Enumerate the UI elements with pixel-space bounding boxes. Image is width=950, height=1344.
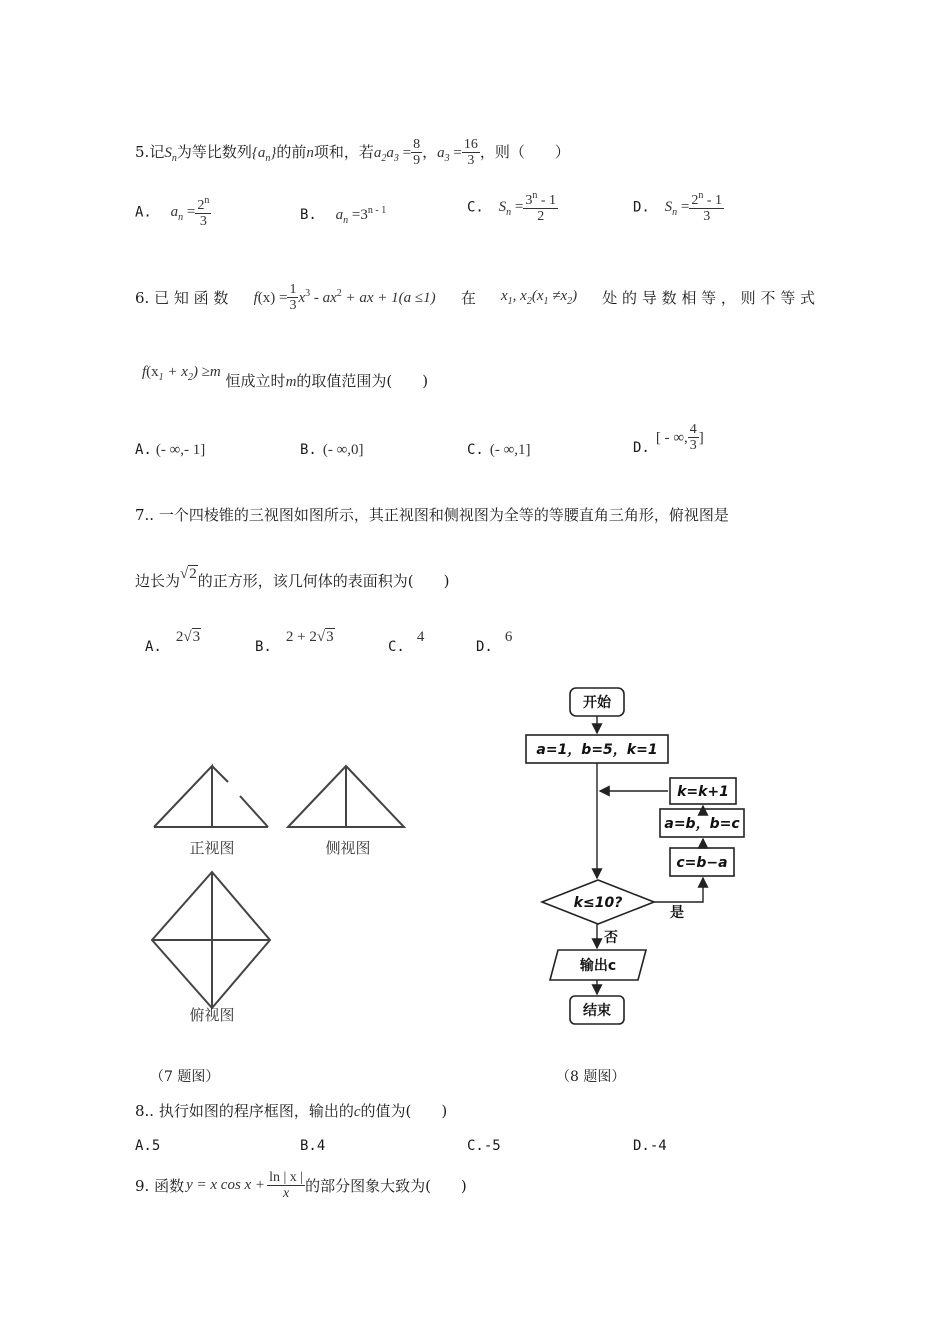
question-6-stem-line2 [142,360,429,390]
figure-7-caption: （7 题图） [150,1069,220,1085]
text: 恒成立时 [225,372,286,390]
denominator: 3 [467,153,475,169]
text: 的前 [276,142,307,161]
sub: n [672,207,678,219]
denominator: 3 [703,209,711,225]
text: 8.. 执行如图的程序框图，输出的 [135,1102,354,1120]
option-label: B. [300,442,317,458]
flow-step1-text: c=b−a [676,855,728,871]
question-number: 5. [135,142,150,161]
math-c: c [353,1104,361,1120]
text: 边长为 [135,572,181,590]
term: , x [512,288,527,305]
front-view-right-top [212,766,228,782]
text: 处 的 导 数 相 等 ， 则 不 等 式 [602,289,815,308]
option-math [664,199,690,219]
option-5B[interactable] [300,205,386,226]
q6-points [501,288,577,307]
option-label: A. [135,204,152,221]
var: f [142,364,147,380]
text: 的部分图象大致为( ) [305,1177,467,1196]
sup: 3 [305,287,311,299]
sup: n [204,195,210,206]
option-math: (- ∞,0] [322,442,364,458]
var: a [373,144,382,161]
front-view-left [154,766,212,827]
option-label: B. [255,639,272,655]
radicand: 2 [189,566,197,582]
denominator: 3 [689,438,697,454]
flow-step2-text: a=b，b=c [664,816,740,832]
flow-start-text: 开始 [583,695,611,711]
front-view-right-bottom [240,796,268,827]
sub: 2 [187,372,193,383]
numerator: ln | x | [269,1170,304,1185]
term: (x [146,364,159,380]
fraction-1-3 [287,282,298,314]
sup: 2 [336,287,342,299]
option-label: D. [633,439,650,456]
sub: 1 [158,372,164,383]
term: (x [531,288,544,305]
option-7C[interactable] [388,627,425,655]
option-6A[interactable] [135,440,205,459]
coef: 2 [175,629,184,645]
question-6-stem-line1 [135,282,815,314]
text: ， [422,142,438,161]
figure-7-three-views [130,700,420,1040]
text: 记 [149,142,165,161]
denominator: 3 [289,298,297,314]
text: 项和，若 [313,142,374,161]
flow-yes-label: 是 [670,905,684,921]
math-an-set: $\{a_n\}$ [251,144,277,164]
text: 在 [460,289,476,308]
q6-function [254,282,436,314]
numerator [523,190,558,209]
option-label: A. [135,442,152,458]
text: 已 知 函 数 [154,289,229,308]
option-label: C. [467,199,484,216]
question-9-stem [135,1170,467,1202]
question-7-stem-line1: 7.. 一个四棱锥的三视图如图所示，其正视图和侧视图为全等的等腰直角三角形，俯视图是 [135,506,729,524]
option-label: D. [633,199,650,216]
sub: n [343,215,349,226]
flow-condition-text: k≤10? [573,895,623,911]
var: a [386,144,394,161]
option-math: [ - ∞, [655,429,688,446]
option-7D[interactable] [476,627,513,655]
denominator: x [282,1186,290,1202]
option-math: ] [698,429,704,446]
fraction-8-9 [411,137,422,169]
option-7B[interactable] [255,627,335,655]
sub: n [265,152,271,164]
option-5D[interactable] [633,190,724,225]
term: - ax [310,289,337,306]
option-math [498,199,524,219]
q6-line2-text [226,372,429,390]
base: 2 [197,198,205,213]
text: 9. 函数 [135,1177,185,1196]
question-number: 6. [135,289,150,308]
text: 的正方形，该几何体的表面积为( ) [197,572,450,590]
numerator: 16 [463,137,478,152]
top-view-label: 俯视图 [189,1006,235,1024]
sub: 3 [393,152,399,164]
text: ，则（ ） [479,142,570,161]
var: x [500,288,508,305]
radicand: 3 [192,629,201,645]
denominator: 9 [413,153,421,169]
option-6B[interactable] [300,440,364,459]
option-fraction [523,190,558,225]
numerator [689,190,724,209]
var: a [335,207,344,223]
var: a [257,144,266,161]
figure-8-flowchart [520,680,770,1030]
eq: = [348,207,361,223]
option-math: 6 [504,629,513,645]
term: ) [572,288,578,305]
numerator: 8 [413,137,421,152]
fraction-ln [267,1170,305,1202]
math-n: n [306,144,314,161]
sub: 2 [381,152,387,164]
flow-end-text: 结束 [583,1003,611,1019]
eq: = [183,204,196,221]
option-fraction [195,195,211,230]
flow-init-text: a=1，b=5，k=1 [536,742,658,758]
math-function: y = x cos x + [186,1177,266,1194]
sub: 2 [567,296,573,308]
eq: = [449,144,462,161]
option-math: 4 [416,629,425,645]
question-5-stem [135,137,570,169]
tail: - 1 [537,193,557,208]
option-5A[interactable] [135,195,211,230]
term: + ax + 1(a ≤1) [341,289,436,306]
math-Sn [164,144,177,164]
sub: 1 [507,296,513,308]
option-5C[interactable] [467,190,558,225]
base: 3 [525,193,533,208]
question-7-stem-line2 [135,566,450,591]
eq: = [398,144,412,161]
numerator: 1 [289,282,297,297]
denominator: 2 [537,209,545,225]
option-label: B. [300,207,317,223]
text: 为等比数列 [176,142,252,161]
question-8-stem [135,1100,447,1121]
flow-output-text: 输出c [579,958,617,974]
option-math [335,205,387,226]
var: a [437,144,445,161]
sub: n [171,152,177,164]
flow-step3-text: k=k+1 [677,784,729,800]
flow-no-label: 否 [604,930,618,946]
var: x [298,289,306,306]
text: 的值为( ) [360,1102,448,1120]
option-8A[interactable]: A.5 [135,1138,161,1154]
flow-arrow-yes [654,878,703,902]
numerator [195,195,211,214]
option-math: (- ∞,1] [489,442,531,458]
term: 2 + 2 [285,629,317,645]
sub: n [506,207,512,219]
term: + x [163,364,188,380]
option-math: 2√3 [175,629,201,645]
var: S [498,199,507,216]
option-label: C. [467,442,484,458]
var: S [664,199,673,216]
option-8D[interactable]: D.-4 [633,1138,667,1154]
denominator: 3 [199,214,207,230]
base: 3 [360,207,368,223]
sub: 1 [543,296,549,308]
front-view-label: 正视图 [189,839,235,857]
eq: = [511,199,524,216]
eq: = [677,199,690,216]
q6-part-a [135,287,228,308]
option-8B[interactable]: B.4 [300,1138,326,1154]
var: a [170,204,179,221]
text: 的取值范围为( ) [296,372,429,390]
option-6D[interactable] [633,422,704,454]
side-view-label: 侧视图 [325,839,371,857]
sub: 2 [526,296,532,308]
sup: n [698,190,704,201]
radicand: 3 [326,629,334,645]
option-label: D. [476,639,493,655]
term: ≠x [548,288,568,305]
option-6C[interactable] [467,440,531,459]
math-product [373,144,412,164]
sub: n [178,212,184,224]
sub: 3 [444,152,450,164]
math-sqrt2: √2 [180,566,197,582]
term: ) ≥m [192,364,221,380]
tail: - 1 [703,193,723,208]
math-m: m [285,374,297,390]
option-label: A. [145,639,162,655]
option-7A[interactable] [145,627,201,655]
sup: n - 1 [367,205,387,216]
eq: = [275,289,288,306]
option-label: C. [388,639,405,655]
option-fraction [688,422,699,454]
numerator: 4 [689,422,697,437]
fraction-16-3 [462,137,480,169]
math-a3 [437,144,462,164]
base: 2 [691,193,699,208]
option-fraction [689,190,724,225]
arg: (x) [257,289,276,306]
option-math [170,204,196,224]
sup: n [532,190,538,201]
option-8C[interactable]: C.-5 [467,1138,501,1154]
option-math: (- ∞,- 1] [155,442,206,458]
var: S [164,144,172,161]
q6-inequality [142,364,221,383]
option-math: 2 + 2√3 [285,629,334,645]
var: f [253,289,258,306]
figure-8-caption: （8 题图） [556,1069,626,1085]
